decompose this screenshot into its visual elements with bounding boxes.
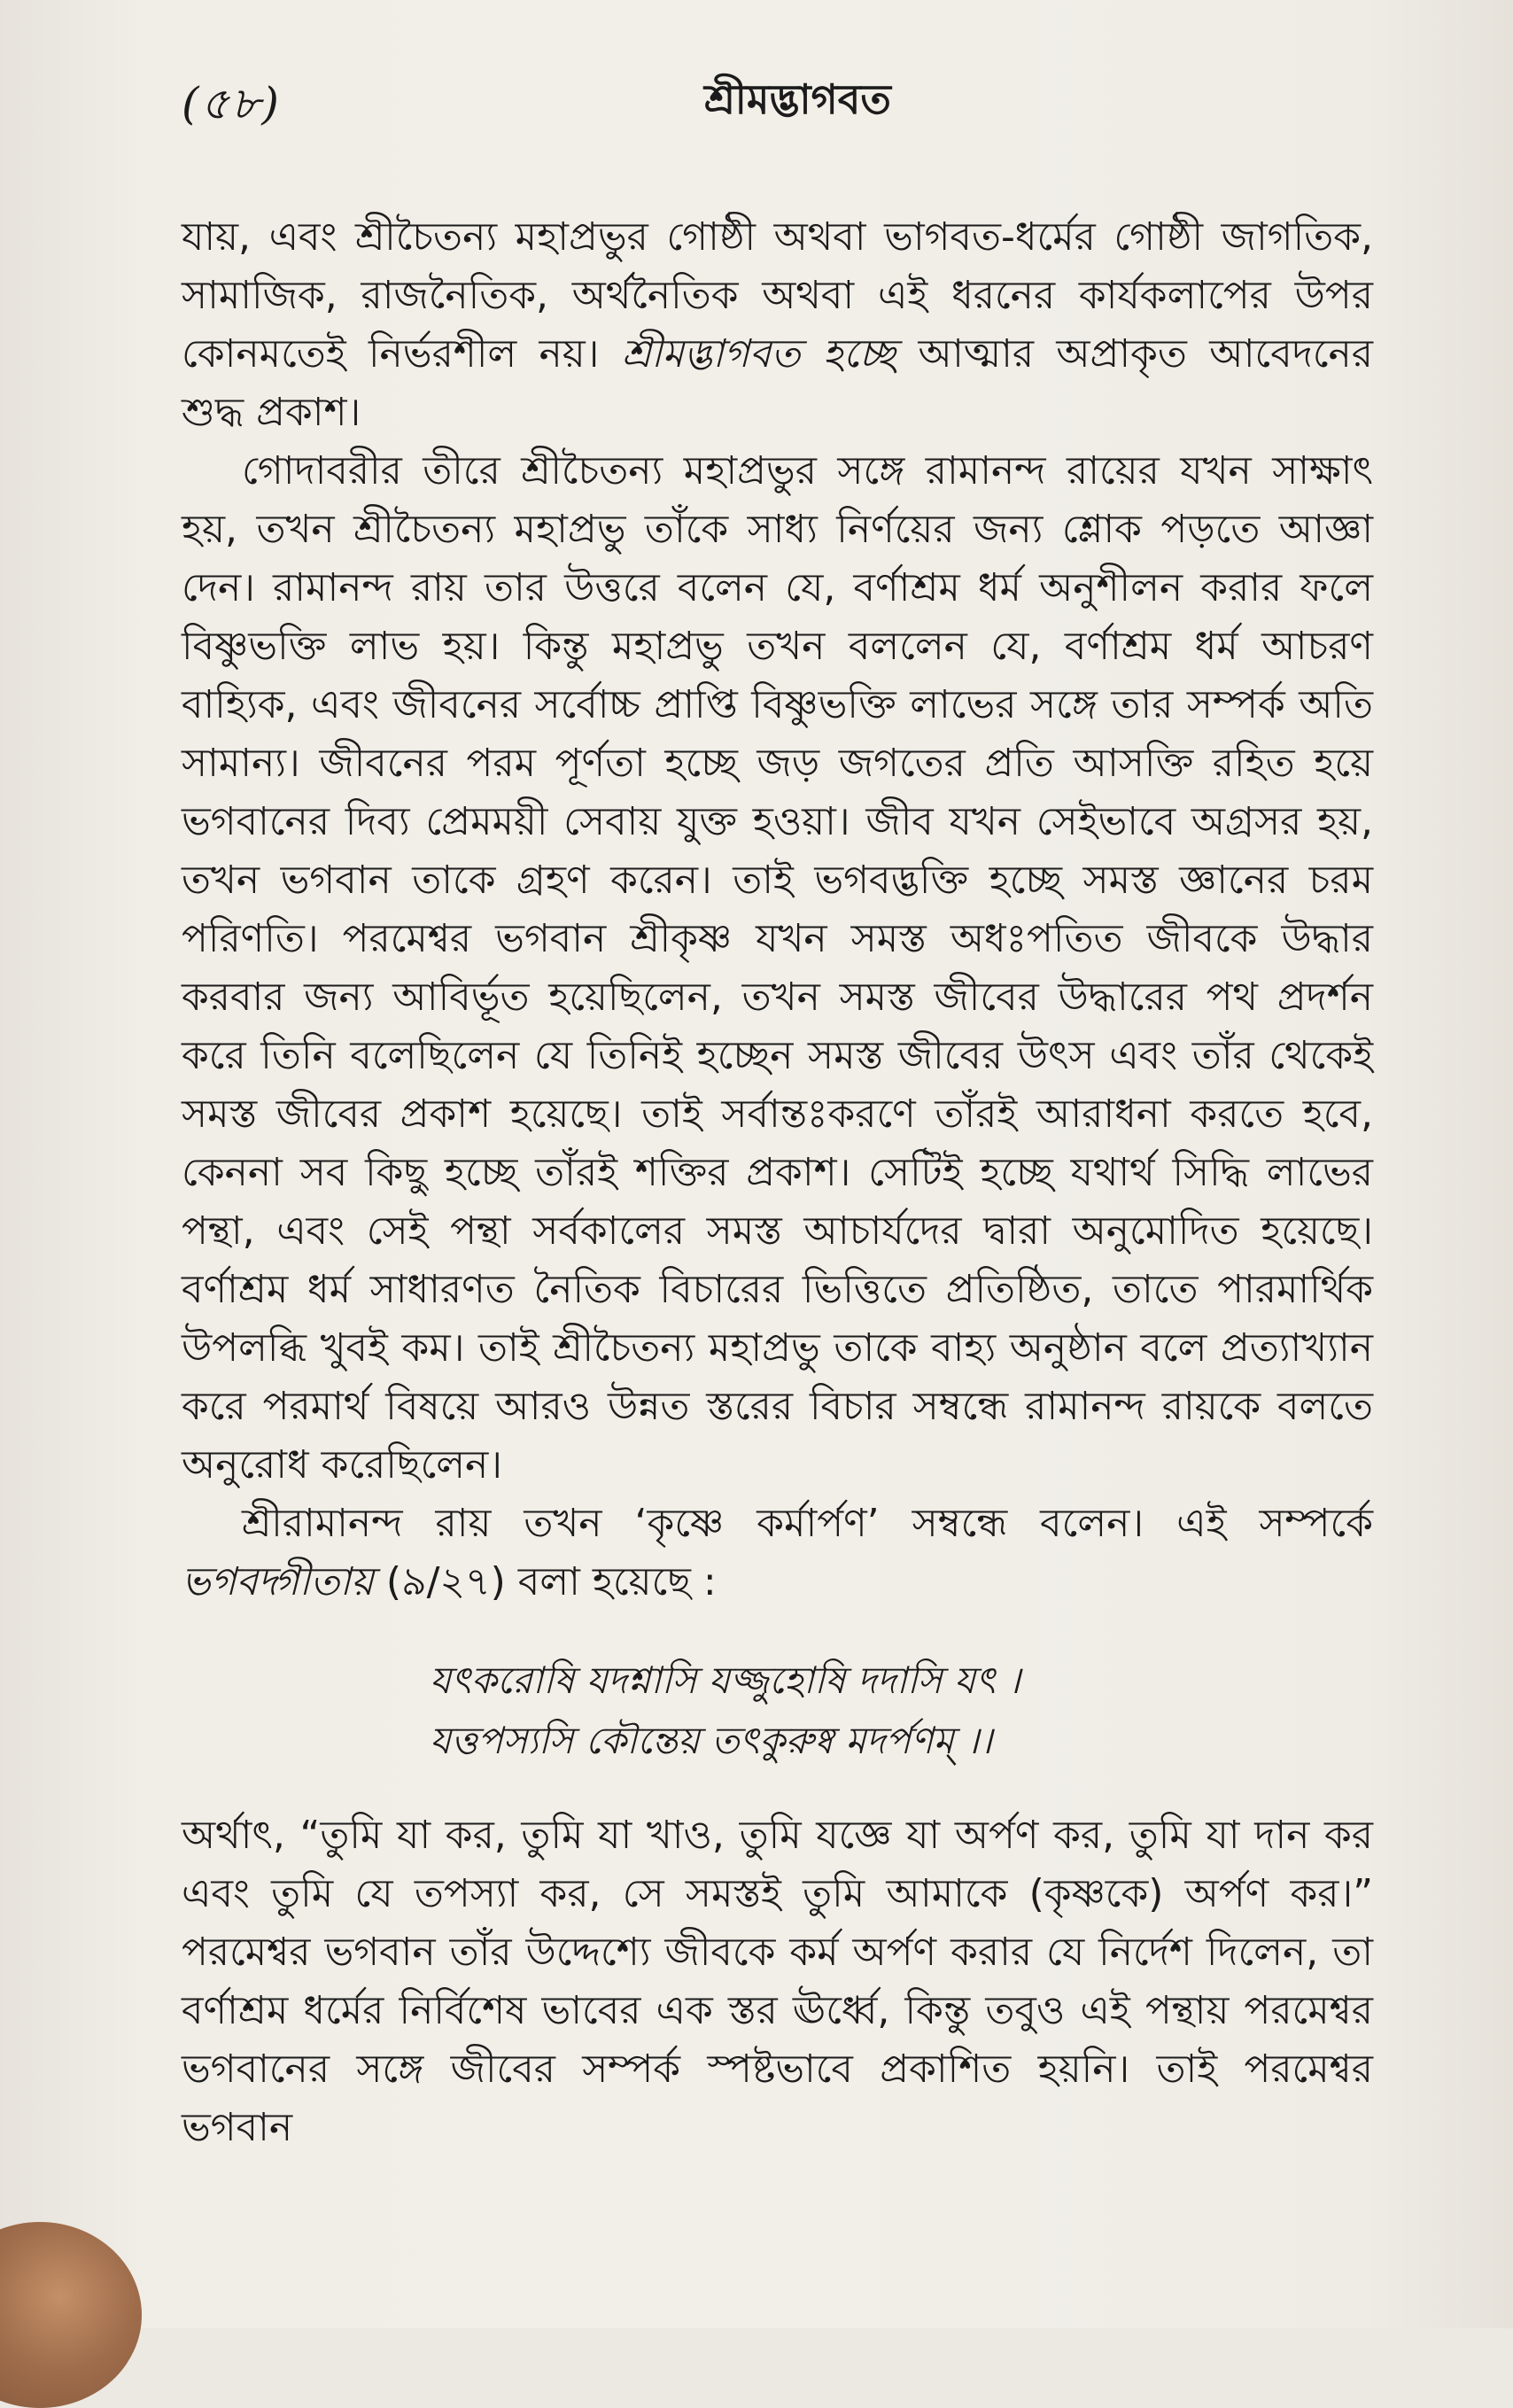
thumb-edge [0,2222,142,2408]
page-number: (৫৮) [182,78,281,129]
page-header [182,64,1377,144]
paragraph-1-text: যায়, এবং শ্রীচৈতন্য মহাপ্রভুর গোষ্ঠী অথবা ভাগবত-ধর্মের গোষ্ঠী জাগতিক, সামাজিক, রাজনৈতিক, অর্থনৈতিক অথবা এই ধরনের কার্যকলাপের উপর কোনমতেই নির্ভরশীল নয়। [182,214,1373,377]
paragraph-2: গোদাবরীর তীরে শ্রীচৈতন্য মহাপ্রভুর সঙ্গে রামানন্দ রায়ের যখন সাক্ষাৎ হয়, তখন শ্রীচৈতন্য মহাপ্রভু তাঁকে সাধ্য নির্ণয়ের জন্য শ্লোক পড়তে আজ্ঞা দেন। রামানন্দ রায় তার উত্তরে বলেন যে, বর্ণাশ্রম ধর্ম অনুশীলন করার ফলে বিষ্ণুভক্তি লাভ হয়। কিন্তু মহাপ্রভু তখন বললেন যে, বর্ণাশ্রম ধর্ম আচরণ বাহ্যিক, এবং জীবনের সর্বোচ্চ প্রাপ্তি বিষ্ণুভক্তি লাভের সঙ্গে তার সম্পর্ক অতি সামান্য। জীবনের পরম পূর্ণতা হচ্ছে জড় জগতের প্রতি আসক্তি রহিত হয়ে ভগবানের দিব্য প্রেমময়ী সেবায় যুক্ত হওয়া। জীব যখন সেইভাবে অগ্রসর হয়, তখন ভগবান তাকে গ্রহণ করেন। তাই ভগবদ্ভক্তি হচ্ছে সমস্ত জ্ঞানের চরম পরিণতি। পরমেশ্বর ভগবান শ্রীকৃষ্ণ যখন সমস্ত অধঃপতিত জীবকে উদ্ধার করবার জন্য আবির্ভূত হয়েছিলেন, তখন সমস্ত জীবের উদ্ধারের পথ প্রদর্শন করে তিনি বলেছিলেন যে তিনিই হচ্ছেন সমস্ত জীবের উৎস এবং তাঁর থেকেই সমস্ত জীবের প্রকাশ হয়েছে। তাই সর্বান্তঃকরণে তাঁরই আরাধনা করতে হবে, কেননা সব কিছু হচ্ছে তাঁরই শক্তির প্রকাশ। সেটিই হচ্ছে যথার্থ সিদ্ধি লাভের পন্থা, এবং সেই পন্থা সর্বকালের সমস্ত আচার্যদের দ্বারা অনুমোদিত হয়েছে। বর্ণাশ্রম ধর্ম সাধারণত নৈতিক বিচারের ভিত্তিতে প্রতিষ্ঠিত, তাতে পারমার্থিক উপলব্ধি খুবই কম। তাই শ্রীচৈতন্য মহাপ্রভু তাকে বাহ্য অনুষ্ঠান বলে প্রত্যাখ্যান করে পরমার্থ বিষয়ে আরও উন্নত স্তরের বিচার সম্বন্ধে রামানন্দ রায়কে বলতে অনুরোধ করেছিলেন। [182,448,1373,1488]
running-title: শ্রীমদ্ভাগবত [704,75,891,123]
verse-line-1: যৎকরোষি যদশ্নাসি যজ্জুহোষি দদাসি যৎ । [430,1658,1021,1702]
paragraph-3 [182,1495,1373,1612]
sanskrit-verse [182,1651,1373,1771]
paragraph-1 [182,208,1373,442]
paragraph-3-text: শ্রীরামানন্দ রায় তখন ‘কৃষ্ণে কর্মার্পণ’ সম্বন্ধে বলেন। এই সম্পর্কে [242,1501,1373,1546]
book-title-italic: শ্রীমদ্ভাগবত হচ্ছে [621,331,896,377]
page-body [182,208,1373,2157]
paragraph-3-end: (৯/২৭) বলা হয়েছে : [385,1559,717,1604]
paragraph-1-end: আত্মার অপ্রাকৃত আবেদনের শুদ্ধ প্রকাশ। [182,331,1373,435]
gita-title-italic: ভগবদ্গীতায় [182,1559,374,1604]
paragraph-4: অর্থাৎ, “তুমি যা কর, তুমি যা খাও, তুমি যজ্ঞে যা অর্পণ কর, তুমি যা দান কর এবং তুমি যে তপস্যা কর, সে সমস্তই তুমি আমাকে (কৃষ্ণকে) অর্পণ কর।” পরমেশ্বর ভগবান তাঁর উদ্দেশ্যে জীবকে কর্ম অর্পণ করার যে নির্দেশ দিলেন, তা বর্ণাশ্রম ধর্মের নির্বিশেষ ভাবের এক স্তর ঊর্ধ্বে, কিন্তু তবুও এই পন্থায় পরমেশ্বর ভগবানের সঙ্গে জীবের সম্পর্ক স্পষ্টভাবে প্রকাশিত হয়নি। তাই পরমেশ্বর ভগবান [182,1813,1373,2150]
verse-line-2: যত্তপস্যসি কৌন্তেয় তৎকুরুষ্ব মদর্পণম্‌ ।। [430,1719,993,1762]
